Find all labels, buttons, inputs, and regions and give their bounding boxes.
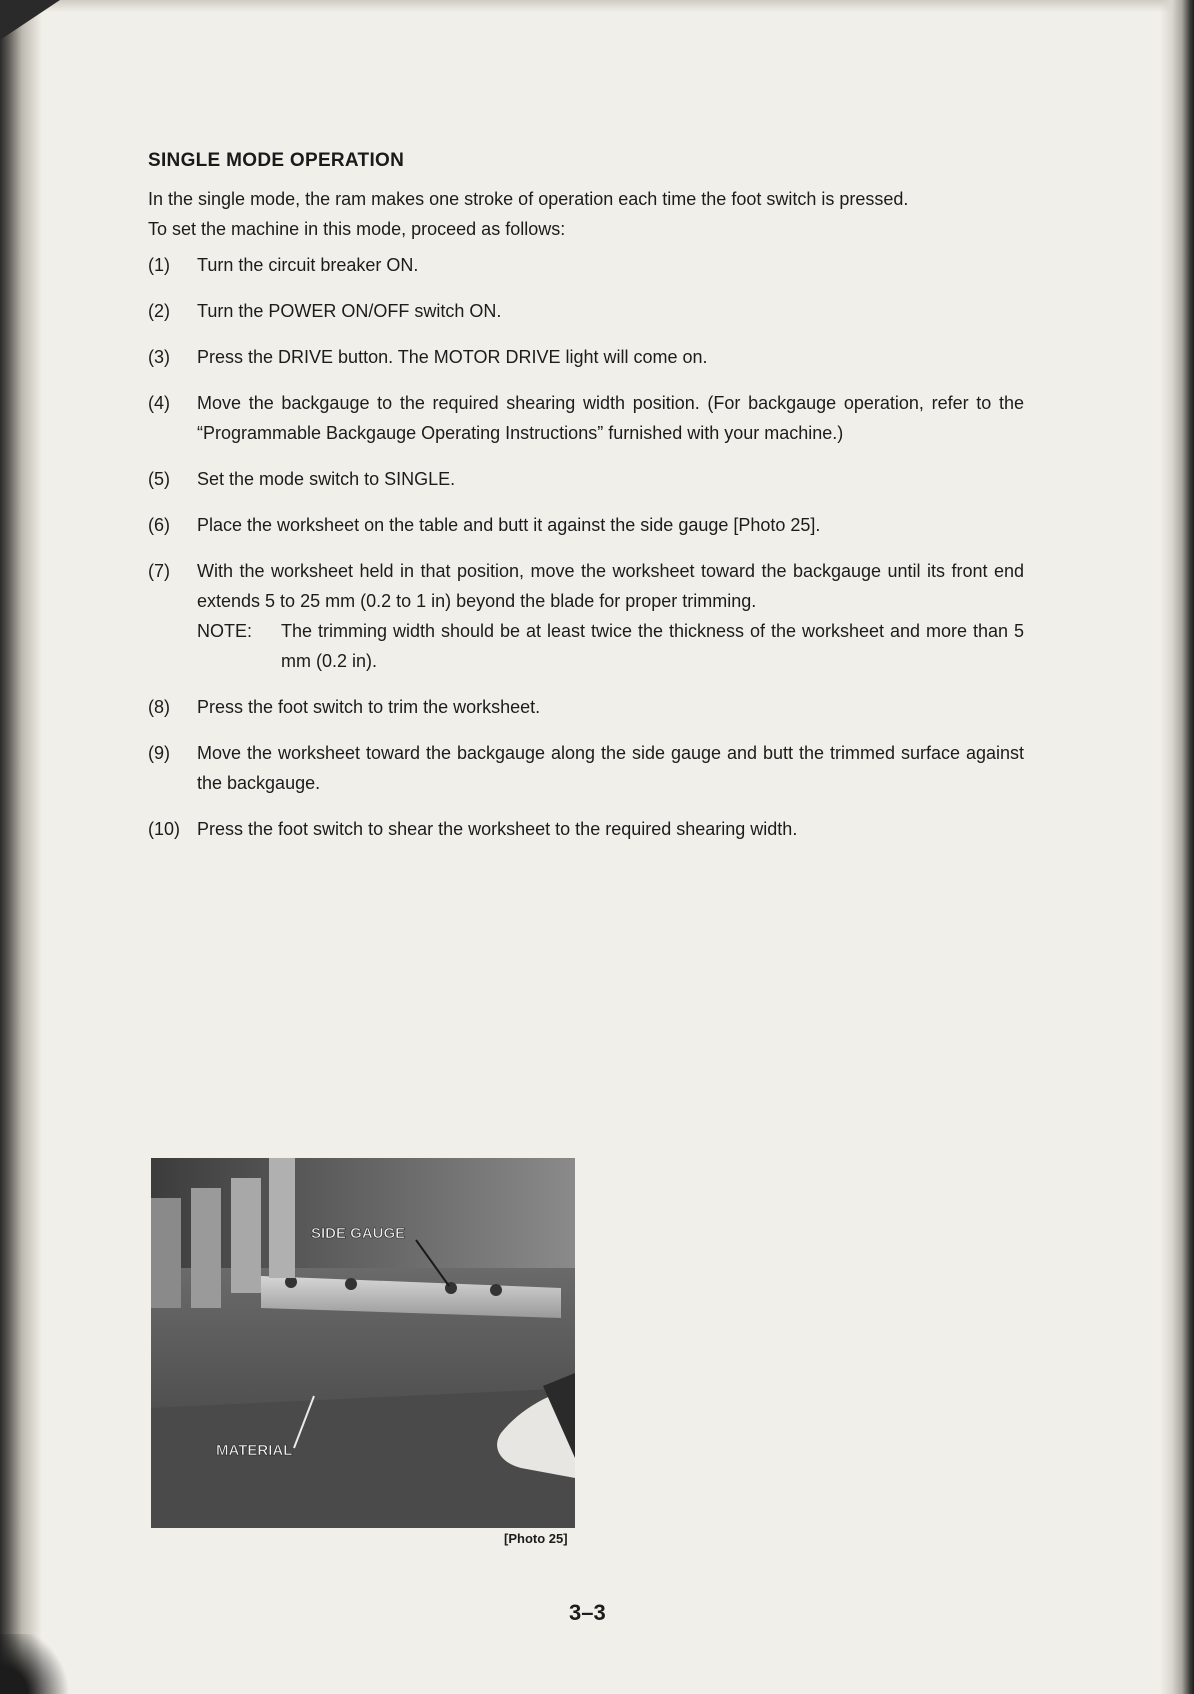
- note-text: The trimming width should be at least twice the thickness of the worksheet and more than 5 mm (0.2 in).: [281, 621, 1024, 671]
- scan-edge-right: [1160, 0, 1194, 1694]
- step-text: Move the worksheet toward the backgauge along the side gauge and butt the trimmed surface against the backgauge.: [197, 743, 1024, 793]
- scan-corner-shadow: [0, 0, 60, 40]
- step-number: (6): [148, 515, 170, 535]
- gauge-bolt: [490, 1284, 502, 1296]
- document-body: [148, 150, 1024, 860]
- step-item: [148, 464, 1024, 494]
- intro-instruction: To set the machine in this mode, proceed as follows:: [148, 219, 566, 239]
- step-item: [148, 342, 1024, 372]
- step-number: (4): [148, 393, 170, 413]
- holddown-clamp: [269, 1158, 295, 1278]
- step-number: (5): [148, 469, 170, 489]
- scan-corner-bottom: [0, 1634, 70, 1694]
- step-list: [148, 250, 1024, 844]
- step-text: Press the foot switch to shear the worksheet to the required shearing width.: [197, 819, 798, 839]
- note-label: NOTE:: [197, 621, 253, 641]
- step-number: (3): [148, 347, 170, 367]
- holddown-clamp: [191, 1188, 221, 1308]
- photo-25: [151, 1158, 575, 1528]
- step-text: Set the mode switch to SINGLE.: [197, 469, 456, 489]
- scan-edge-top: [0, 0, 1194, 12]
- photo-caption: [Photo 25]: [504, 1531, 568, 1546]
- material-label: MATERIAL: [216, 1442, 293, 1459]
- step-item: [148, 692, 1024, 722]
- step-item: [148, 388, 1024, 448]
- step-item: [148, 510, 1024, 540]
- photo-illustration: [151, 1158, 575, 1528]
- step-item: [148, 296, 1024, 326]
- step-number: (10): [148, 819, 181, 839]
- step-text: With the worksheet held in that position, move the worksheet toward the backgauge until its front end extends 5 to 25 mm (0.2 to 1 in) beyond the blade for proper trimming.: [197, 561, 1024, 611]
- page-number: 3–3: [569, 1600, 606, 1625]
- intro-paragraph: In the single mode, the ram makes one stroke of operation each time the foot switch is pressed.: [148, 189, 909, 209]
- step-item: [148, 556, 1024, 676]
- step-text: Move the backgauge to the required shearing width position. (For backgauge operation, refer to the “Programmable Backgauge Operating Instructions” furnished with your machine.): [197, 393, 1024, 443]
- step-text: Place the worksheet on the table and butt it against the side gauge [Photo 25].: [197, 515, 821, 535]
- step-text: Turn the circuit breaker ON.: [197, 255, 419, 275]
- gauge-bolt: [345, 1278, 357, 1290]
- holddown-clamp: [151, 1198, 181, 1308]
- step-item: [148, 250, 1024, 280]
- step-item: [148, 814, 1024, 844]
- step-number: (9): [148, 743, 170, 763]
- side-gauge-label: SIDE GAUGE: [311, 1225, 406, 1242]
- step-number: (8): [148, 697, 170, 717]
- step-number: (7): [148, 561, 170, 581]
- holddown-clamp: [231, 1178, 261, 1293]
- step-number: (2): [148, 301, 170, 321]
- note-block: [197, 616, 1024, 676]
- section-heading: SINGLE MODE OPERATION: [148, 150, 405, 171]
- scan-edge-left: [0, 0, 42, 1694]
- step-text: Press the foot switch to trim the worksheet.: [197, 697, 541, 717]
- step-item: [148, 738, 1024, 798]
- step-text: Press the DRIVE button. The MOTOR DRIVE light will come on.: [197, 347, 708, 367]
- step-number: (1): [148, 255, 170, 275]
- step-text: Turn the POWER ON/OFF switch ON.: [197, 301, 502, 321]
